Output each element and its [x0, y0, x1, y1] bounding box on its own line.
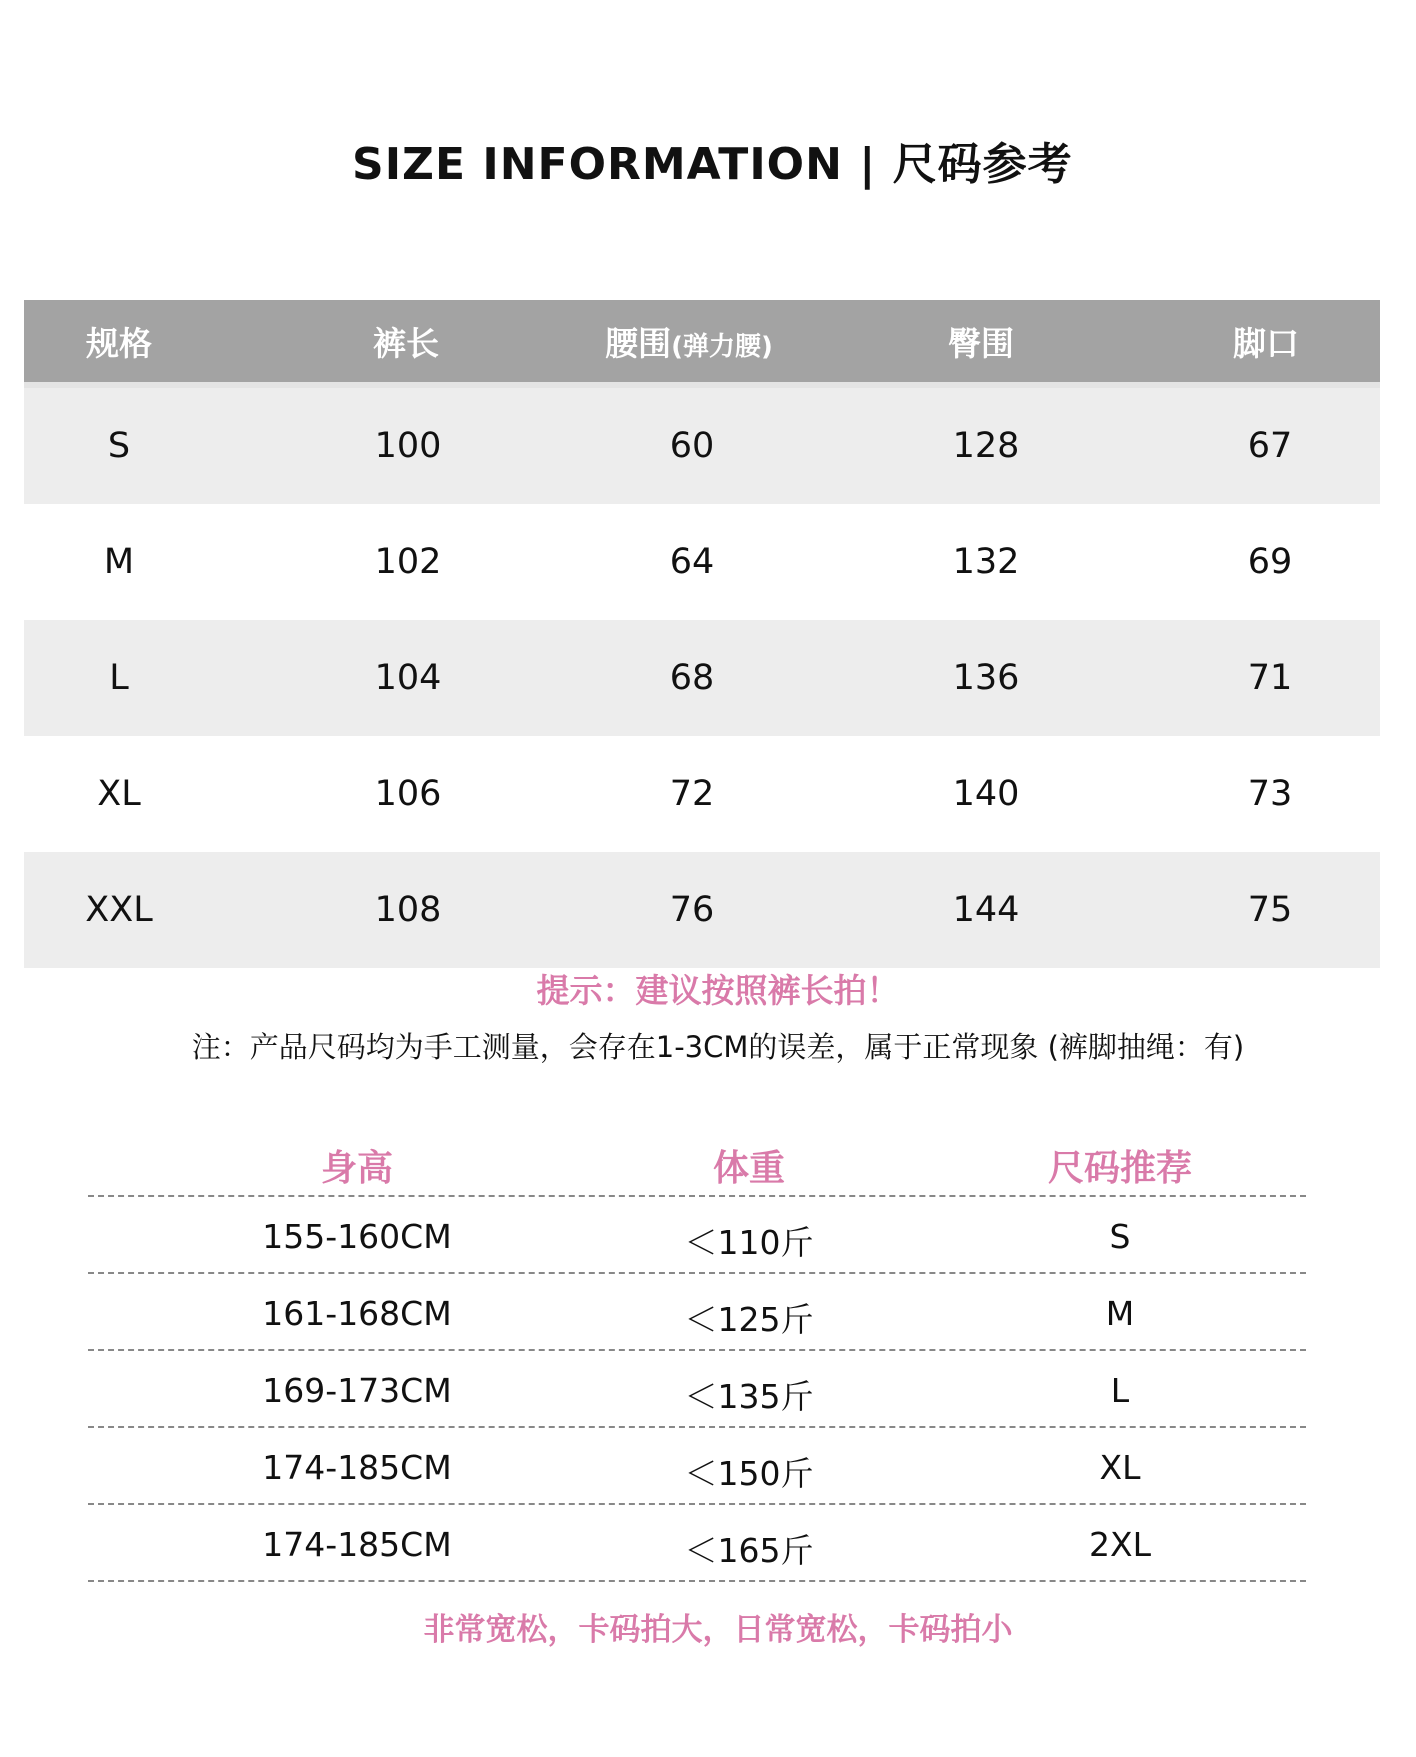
cell-length: 100	[374, 426, 442, 466]
cell-recommend: L	[1110, 1371, 1130, 1410]
cell-hip: 132	[952, 542, 1020, 582]
footer-text: 非常宽松，卡码拍大，日常宽松，卡码拍小	[423, 1612, 1013, 1648]
tip-text: 提示：建议按照裤长拍！	[536, 971, 900, 1010]
cell-hem: 73	[1247, 774, 1293, 814]
table-row	[88, 1195, 1306, 1272]
cell-hem: 75	[1247, 890, 1293, 930]
cell-hem: 71	[1247, 658, 1293, 698]
size-table	[24, 300, 1380, 968]
cell-weight: ＜150斤	[684, 1454, 814, 1493]
cell-recommend: XL	[1099, 1448, 1141, 1487]
cell-height: 169-173CM	[262, 1371, 452, 1410]
header-length: 裤长	[373, 323, 439, 363]
cell-height: 174-185CM	[262, 1525, 452, 1564]
header-waist-label: 腰围	[605, 323, 672, 363]
page-title: SIZE INFORMATION | 尺码参考	[352, 139, 1073, 190]
cell-waist: 68	[669, 658, 715, 698]
header-spec: 规格	[86, 323, 152, 363]
cell-height: 161-168CM	[262, 1294, 452, 1333]
cell-height: 155-160CM	[262, 1217, 452, 1256]
table-row	[24, 852, 1380, 968]
table-row	[88, 1349, 1306, 1426]
table-row	[88, 1503, 1306, 1582]
cell-hip: 136	[952, 658, 1020, 698]
table-row	[88, 1272, 1306, 1349]
cell-recommend: M	[1105, 1294, 1135, 1333]
header-hip: 臀围	[948, 323, 1014, 363]
cell-recommend: S	[1109, 1217, 1131, 1256]
cell-hem: 69	[1247, 542, 1293, 582]
table-row	[24, 620, 1380, 736]
cell-weight: ＜165斤	[684, 1531, 814, 1570]
cell-waist: 60	[669, 426, 715, 466]
cell-size: XXL	[85, 890, 153, 930]
recommendation-header	[88, 1140, 1306, 1195]
cell-weight: ＜125斤	[684, 1300, 814, 1339]
size-table-header	[24, 300, 1380, 388]
cell-hip: 140	[952, 774, 1020, 814]
header-weight: 体重	[712, 1148, 786, 1189]
cell-weight: ＜110斤	[684, 1223, 814, 1262]
cell-size: XL	[97, 774, 141, 814]
cell-waist: 64	[669, 542, 715, 582]
header-waist	[605, 318, 773, 365]
cell-length: 108	[374, 890, 442, 930]
table-row	[24, 736, 1380, 852]
recommendation-table	[88, 1140, 1306, 1582]
cell-size: S	[107, 426, 131, 466]
cell-size: L	[109, 658, 129, 698]
header-height: 身高	[320, 1148, 394, 1189]
header-recommend: 尺码推荐	[1047, 1148, 1193, 1189]
note-text: 注：产品尺码均为手工测量，会存在1-3CM的误差，属于正常现象 (裤脚抽绳：有)	[191, 1030, 1245, 1064]
cell-hem: 67	[1247, 426, 1293, 466]
table-row	[24, 388, 1380, 504]
header-hem: 脚口	[1233, 323, 1299, 363]
cell-hip: 128	[952, 426, 1020, 466]
cell-size: M	[103, 542, 135, 582]
cell-height: 174-185CM	[262, 1448, 452, 1487]
cell-length: 106	[374, 774, 442, 814]
cell-length: 104	[374, 658, 442, 698]
cell-weight: ＜135斤	[684, 1377, 814, 1416]
table-row	[24, 504, 1380, 620]
header-waist-note: (弹力腰)	[671, 331, 773, 362]
cell-recommend: 2XL	[1089, 1525, 1151, 1564]
cell-waist: 72	[669, 774, 715, 814]
cell-length: 102	[374, 542, 442, 582]
cell-hip: 144	[952, 890, 1020, 930]
table-row	[88, 1426, 1306, 1503]
cell-waist: 76	[669, 890, 715, 930]
